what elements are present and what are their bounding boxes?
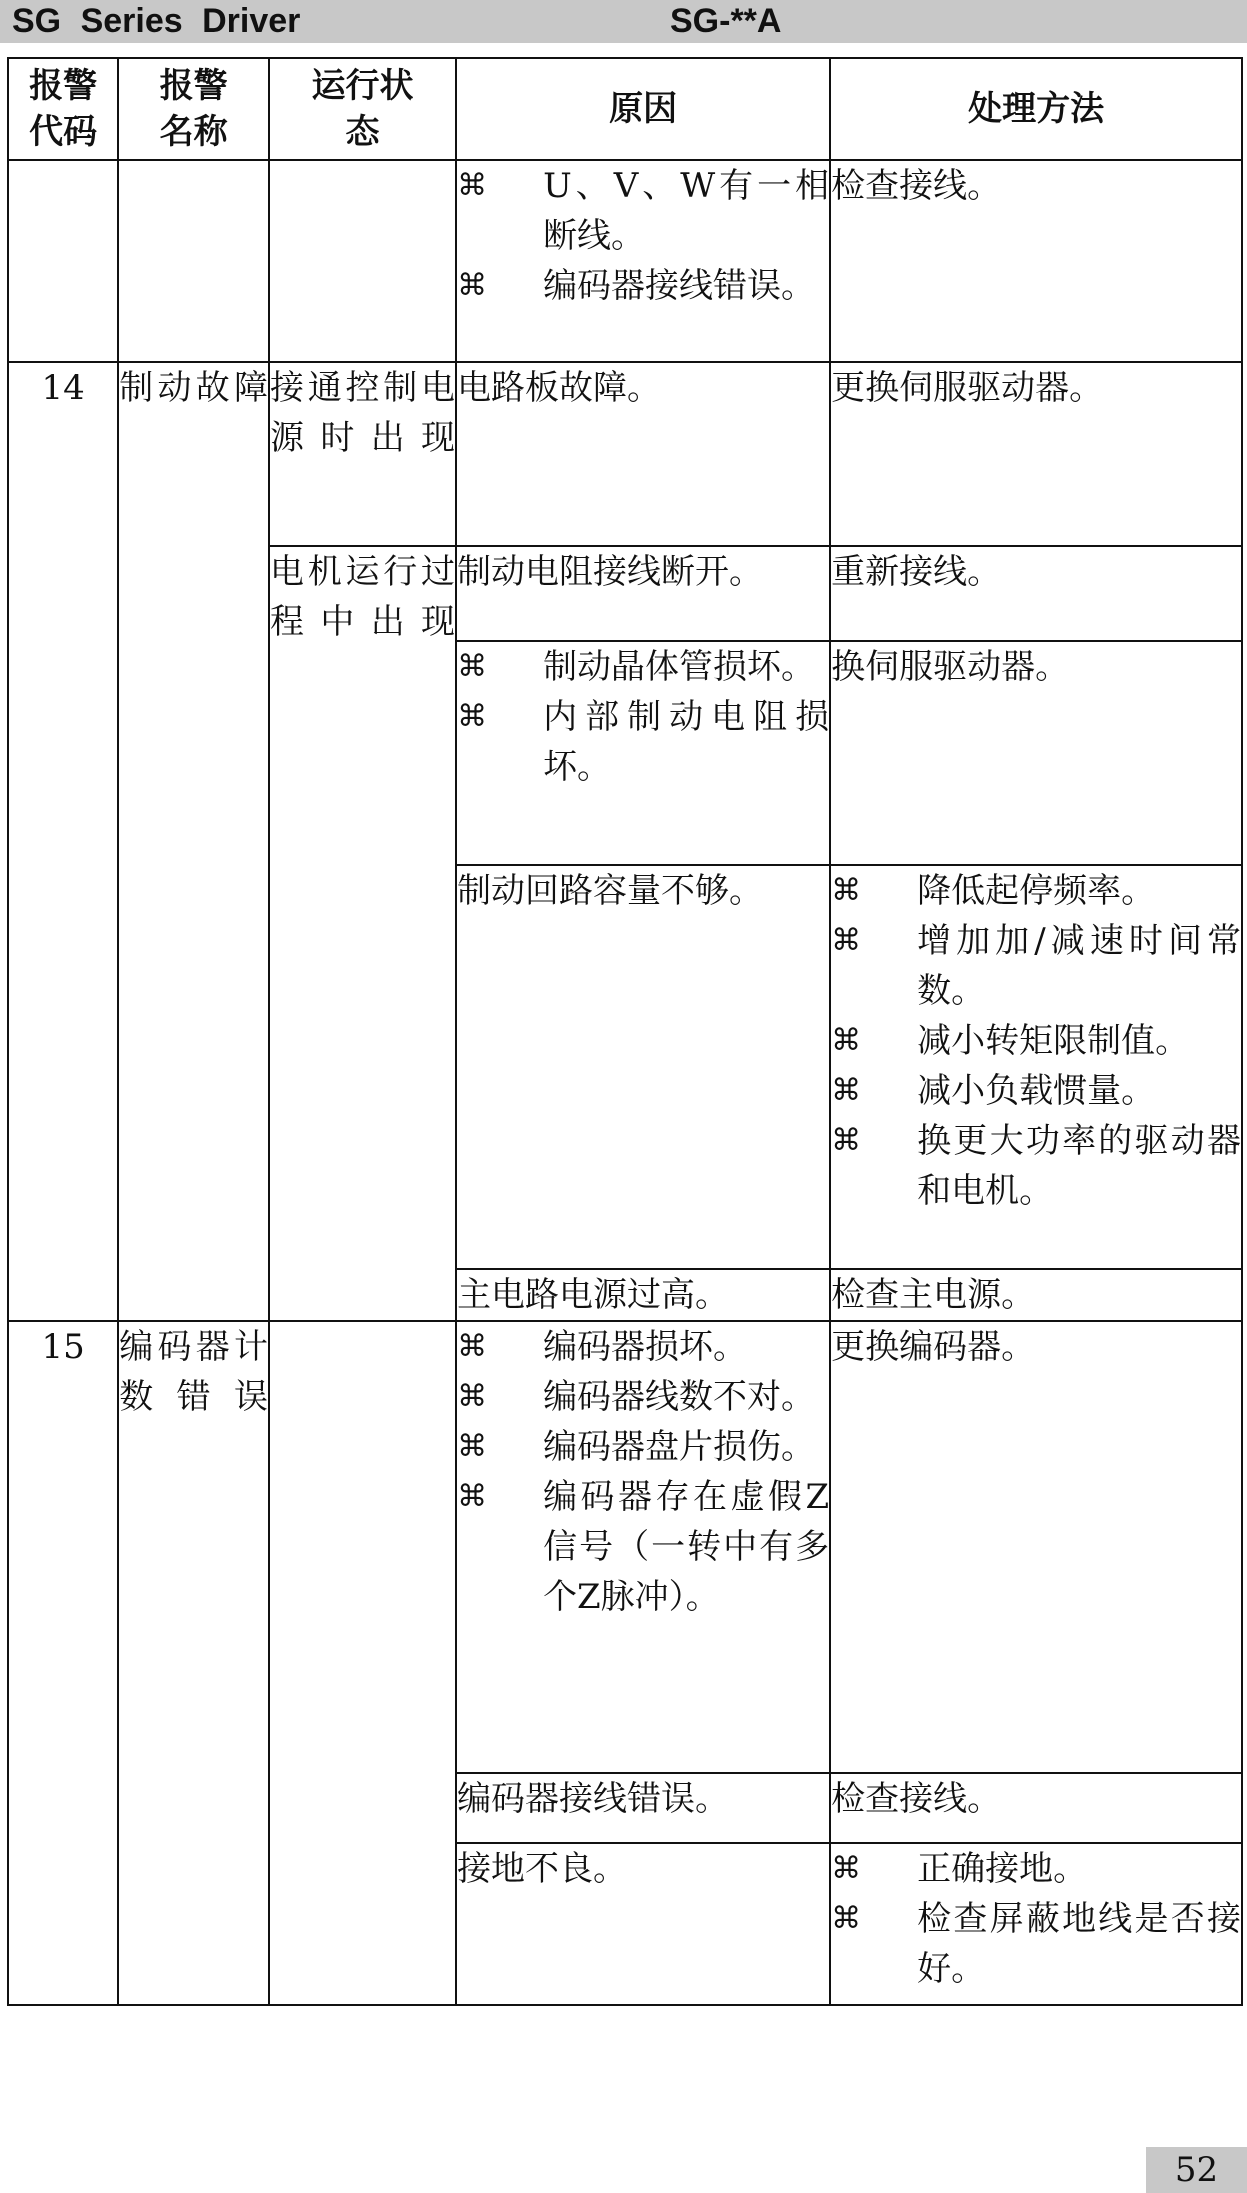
- bullet-icon: ⌘: [457, 268, 488, 303]
- cell-cause: 电路板故障。: [456, 362, 830, 546]
- list-item: ⌘ 减小转矩限制值。: [831, 1016, 1241, 1066]
- cell-name: 制动故障: [118, 362, 269, 1321]
- list-item: ⌘ 内部制动电阻损坏。: [457, 692, 829, 792]
- bullet-icon: ⌘: [457, 1329, 488, 1364]
- col-header-code: 报警 代码: [8, 58, 118, 160]
- cell-fix: 更换伺服驱动器。: [830, 362, 1242, 546]
- list-item: ⌘ 编码器损坏。: [457, 1322, 829, 1372]
- table-row: [8, 362, 1242, 546]
- table-row: [8, 1321, 1242, 1773]
- bullet-icon: ⌘: [457, 168, 488, 203]
- cell-fix: 重新接线。: [830, 546, 1242, 641]
- header-model: SG-**A: [670, 2, 782, 40]
- col-header-cause: 原因: [456, 58, 830, 160]
- cell-cause: [456, 160, 830, 362]
- bullet-icon: ⌘: [831, 1123, 862, 1158]
- cell-fix: 换伺服驱动器。: [830, 641, 1242, 865]
- cell-cause: 制动电阻接线断开。: [456, 546, 830, 641]
- alarm-table: [7, 57, 1243, 2006]
- cell-cause: [456, 1321, 830, 1773]
- list-item: ⌘ U、V、W有一相断线。: [457, 161, 829, 261]
- cell-cause: 编码器接线错误。: [456, 1773, 830, 1843]
- cell-fix: 检查接线。: [830, 160, 1242, 362]
- cell-fix: 检查接线。: [830, 1773, 1242, 1843]
- cell-cause: 制动回路容量不够。: [456, 865, 830, 1269]
- bullet-icon: ⌘: [831, 873, 862, 908]
- col-header-name: 报警 名称: [118, 58, 269, 160]
- cell-fix: [830, 865, 1242, 1269]
- cell-fix: [830, 1843, 1242, 2005]
- cell-code: [8, 160, 118, 362]
- page-header: [0, 0, 1247, 43]
- col-header-fix: 处理方法: [830, 58, 1242, 160]
- cell-cause: [456, 641, 830, 865]
- cell-cause: 接地不良。: [456, 1843, 830, 2005]
- list-item: ⌘ 正确接地。: [831, 1844, 1241, 1894]
- bullet-icon: ⌘: [831, 1901, 862, 1936]
- list-item: ⌘ 编码器盘片损伤。: [457, 1422, 829, 1472]
- cell-code: 14: [8, 362, 118, 1321]
- bullet-icon: ⌘: [457, 1379, 488, 1414]
- cell-name: [118, 160, 269, 362]
- list-item: ⌘ 编码器接线错误。: [457, 261, 829, 311]
- bullet-icon: ⌘: [457, 1429, 488, 1464]
- table-row: [8, 160, 1242, 362]
- list-item: ⌘ 换更大功率的驱动器和电机。: [831, 1116, 1241, 1216]
- col-header-state: 运行状 态: [269, 58, 456, 160]
- header-series-title: SG Series Driver: [12, 2, 301, 40]
- list-item: ⌘ 降低起停频率。: [831, 866, 1241, 916]
- list-item: ⌘ 编码器线数不对。: [457, 1372, 829, 1422]
- bullet-icon: ⌘: [457, 649, 488, 684]
- cell-fix: 检查主电源。: [830, 1269, 1242, 1321]
- cell-state: [269, 160, 456, 362]
- list-item: ⌘ 减小负载惯量。: [831, 1066, 1241, 1116]
- bullet-icon: ⌘: [831, 923, 862, 958]
- bullet-icon: ⌘: [457, 1479, 488, 1514]
- table-header-row: [8, 58, 1242, 160]
- cell-cause: 主电路电源过高。: [456, 1269, 830, 1321]
- cell-state: 接通控制电源时出现: [269, 362, 456, 546]
- cell-state: [269, 1321, 456, 2005]
- list-item: ⌘ 增加加/减速时间常数。: [831, 916, 1241, 1016]
- cell-code: 15: [8, 1321, 118, 2005]
- bullet-icon: ⌘: [831, 1073, 862, 1108]
- bullet-icon: ⌘: [831, 1851, 862, 1886]
- bullet-icon: ⌘: [457, 699, 488, 734]
- bullet-icon: ⌘: [831, 1023, 862, 1058]
- cell-fix: 更换编码器。: [830, 1321, 1242, 1773]
- cell-state: 电机运行过程中出现: [269, 546, 456, 1321]
- list-item: ⌘ 编码器存在虚假Z信号（一转中有多个Z脉冲）。: [457, 1472, 829, 1622]
- cell-name: 编码器计数错误: [118, 1321, 269, 2005]
- page-number: 52: [1146, 2147, 1247, 2193]
- list-item: ⌘ 制动晶体管损坏。: [457, 642, 829, 692]
- list-item: ⌘ 检查屏蔽地线是否接好。: [831, 1894, 1241, 1994]
